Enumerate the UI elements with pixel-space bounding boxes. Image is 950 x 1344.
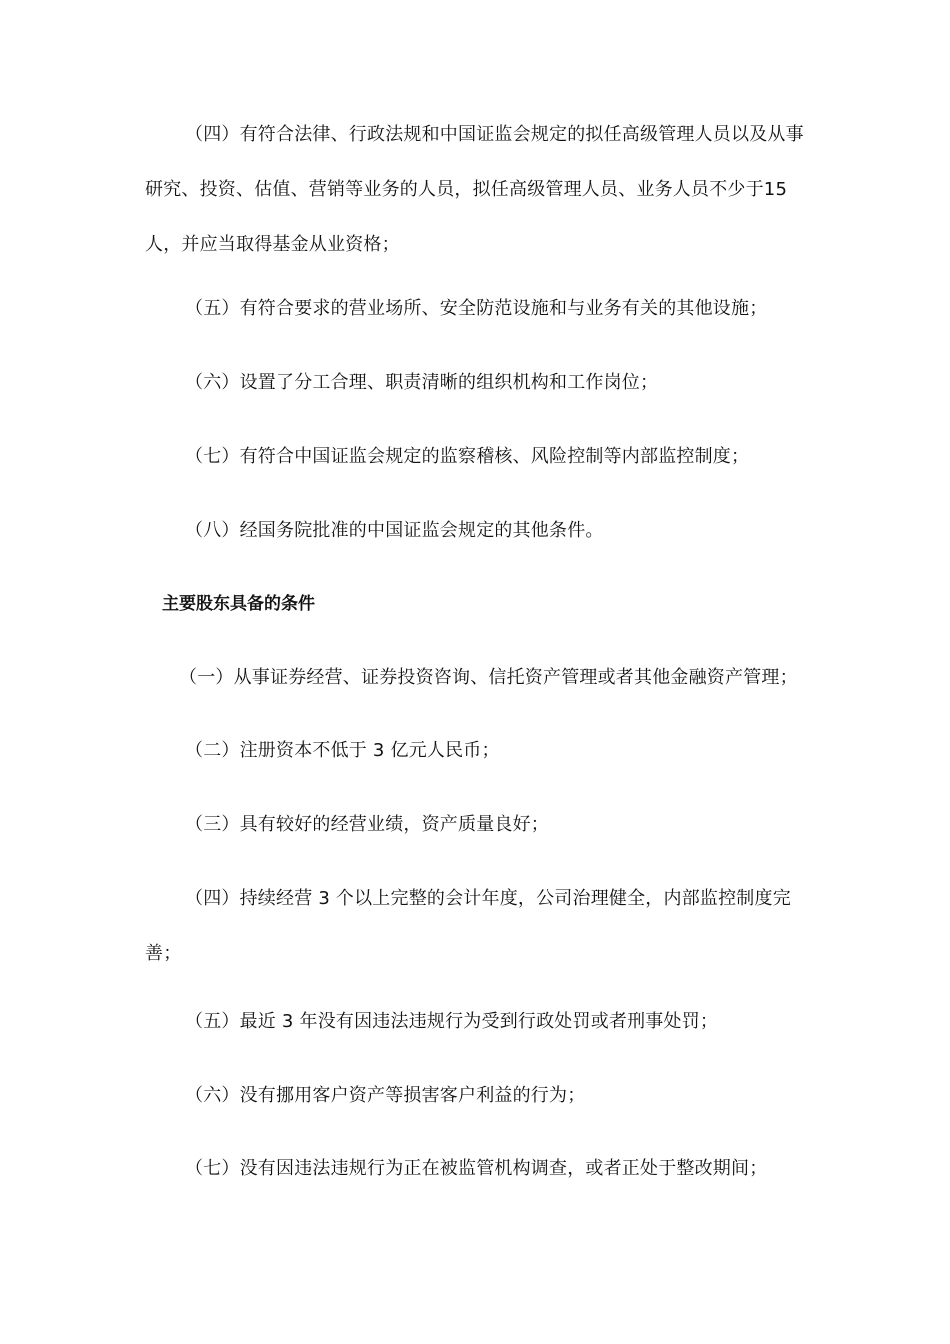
paragraph-b5: （五）最近 3 年没有因违法违规行为受到行政处罚或者刑事处罚； [185, 1011, 719, 1032]
paragraph-a8: （八）经国务院批准的中国证监会规定的其他条件。 [185, 520, 604, 541]
paragraph-b6: （六）没有挪用客户资产等损害客户利益的行为； [185, 1085, 586, 1106]
paragraph-b2: （二）注册资本不低于 3 亿元人民币； [185, 740, 500, 761]
paragraph-a4: （四）有符合法律、行政法规和中国证监会规定的拟任高级管理人员以及从事研究、投资、估值、营销等业务的人员，拟任高级管理人员、业务人员不少于15 人，并应当取得基金从业资格； [145, 124, 804, 255]
paragraph-b7: （七）没有因违法违规行为正在被监管机构调查，或者正处于整改期间； [185, 1158, 768, 1179]
paragraph-a7: （七）有符合中国证监会规定的监察稽核、风险控制等内部监控制度； [185, 446, 750, 467]
paragraph-a6: （六）设置了分工合理、职责清晰的组织机构和工作岗位； [185, 372, 659, 393]
paragraph-b1: （一）从事证券经营、证券投资咨询、信托资产管理或者其他金融资产管理； [179, 667, 798, 688]
paragraph-a5: （五）有符合要求的营业场所、安全防范设施和与业务有关的其他设施； [185, 298, 768, 319]
paragraph-b3: （三）具有较好的经营业绩，资产质量良好； [185, 814, 549, 835]
section-heading: 主要股东具备的条件 [162, 594, 315, 614]
paragraph-b4: （四）持续经营 3 个以上完整的会计年度，公司治理健全，内部监控制度完善； [145, 888, 791, 964]
